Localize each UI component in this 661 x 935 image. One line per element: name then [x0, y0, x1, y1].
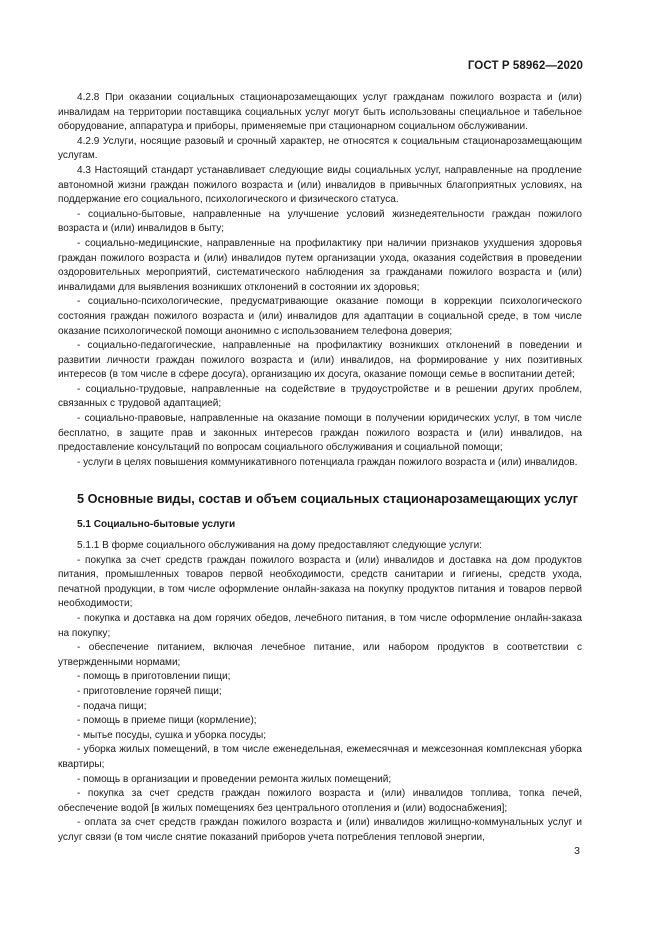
paragraph: 4.2.8 При оказании социальных стационарозамещающих услуг гражданам пожилого возраста и (или) инвалидам на территории поставщика социальных услуг могут быть использованы специальное и табельное оборудование, аппаратура и приборы, применяемые при стационарном социальном обслуживании.: [58, 92, 582, 133]
list-item: - помощь в приеме пищи (кормление);: [77, 715, 257, 727]
list-item: - социально-правовые, направленные на оказание помощи в получении юридических услуг, в том числе бесплатно, в защите прав и законных интересов граждан пожилого возраста и (или) инвалидов, на предоставление консультаций по вопросам социального обслуживания и социальной помощи;: [58, 413, 582, 454]
list-item: - подача пищи;: [77, 700, 147, 712]
standard-designation: ГОСТ Р 58962—2020: [467, 60, 583, 72]
document-body: [58, 91, 582, 846]
list-item: - приготовление горячей пищи;: [77, 685, 222, 697]
section-heading: 5 Основные виды, состав и объем социальных стационарозамещающих услуг: [77, 492, 579, 507]
list-item: - оплата за счет средств граждан пожилого возраста и (или) инвалидов жилищно-коммунальных услуг и услуг связи (в том числе снятие показаний приборов учета потребления тепловой энергии,: [58, 817, 582, 843]
list-item: - покупка за счет средств граждан пожилого возраста и (или) инвалидов и доставка на дом продуктов питания, промышленных товаров первой необходимости, средств санитарии и гигиены, средств ухода, печатной продукции, в том числе оформление онлайн-заказа на покупку продуктов питания и товаров первой необходимости;: [58, 554, 582, 610]
list-item: - обеспечение питанием, включая лечебное питание, или набором продуктов в соответствии с утвержденными нормами;: [58, 642, 582, 668]
list-item: - услуги в целях повышения коммуникативного потенциала граждан пожилого возраста и (или) инвалидов.: [77, 456, 578, 468]
list-item: - социально-медицинские, направленные на профилактику при наличии признаков ухудшения здоровья граждан пожилого возраста и (или) инвалидов путем организации ухода, оказания содействия в проведении оздоровительных мероприятий, систематического наблюдения за гражданами пожилого возраста и (или) инвалидами для выявления возникших отклонений в состоянии их здоровья;: [58, 237, 582, 293]
list-item: - социально-трудовые, направленные на содействие в трудоустройстве и в решении других проблем, связанных с трудовой адаптацией;: [58, 383, 582, 410]
list-item: - мытье посуды, сушка и уборка посуды;: [77, 729, 267, 741]
list-item: - социально-психологические, предусматривающие оказание помощи в коррекции психологического состояния граждан пожилого возраста и (или) инвалидов для адаптации в социальной среде, в том числе оказание психологической помощи анонимно с использованием телефона доверия;: [58, 296, 582, 337]
list-item: - уборка жилых помещений, в том числе еженедельная, ежемесячная и межсезонная комплексная уборка квартиры;: [58, 744, 582, 770]
paragraph: 4.3 Настоящий стандарт устанавливает следующие виды социальных услуг, направленные на продление автономной жизни граждан пожилого возраста и (или) инвалидов в привычных благоприятных условиях, на поддержание его социального, психологического и физического статуса.: [58, 164, 582, 206]
list-item: - помощь в организации и проведении ремонта жилых помещений;: [77, 773, 392, 785]
list-item: - социально-педагогические, направленные на профилактику возникших отклонений в поведении и развитии личности граждан пожилого возраста и (или) инвалидов, на формирование у них позитивных интересов (в том числе в сфере досуга), организацию их досуга, оказание помощи семье в воспитании детей;: [58, 340, 582, 381]
list-item: - социально-бытовые, направленные на улучшение условий жизнедеятельности граждан пожилого возраста и (или) инвалидов в быту;: [58, 208, 582, 235]
page-number: 3: [574, 845, 580, 857]
list-item: - помощь в приготовлении пищи;: [77, 671, 231, 683]
paragraph: 5.1.1 В форме социального обслуживания на дому предоставляют следующие услуги:: [77, 540, 482, 552]
paragraph: 4.2.9 Услуги, носящие разовый и срочный характер, не относятся к социальным стационарозамещающим услугам.: [58, 135, 582, 162]
subsection-heading: 5.1 Социально-бытовые услуги: [77, 519, 236, 531]
list-item: - покупка за счет средств граждан пожилого возраста и (или) инвалидов топлива, топка печей, обеспечение водой [в жилых помещениях без центрального отопления и (или) водоснабжения];: [58, 788, 582, 814]
list-item: - покупка и доставка на дом горячих обедов, лечебного питания, в том числе оформление онлайн-заказа на покупку;: [58, 613, 582, 639]
